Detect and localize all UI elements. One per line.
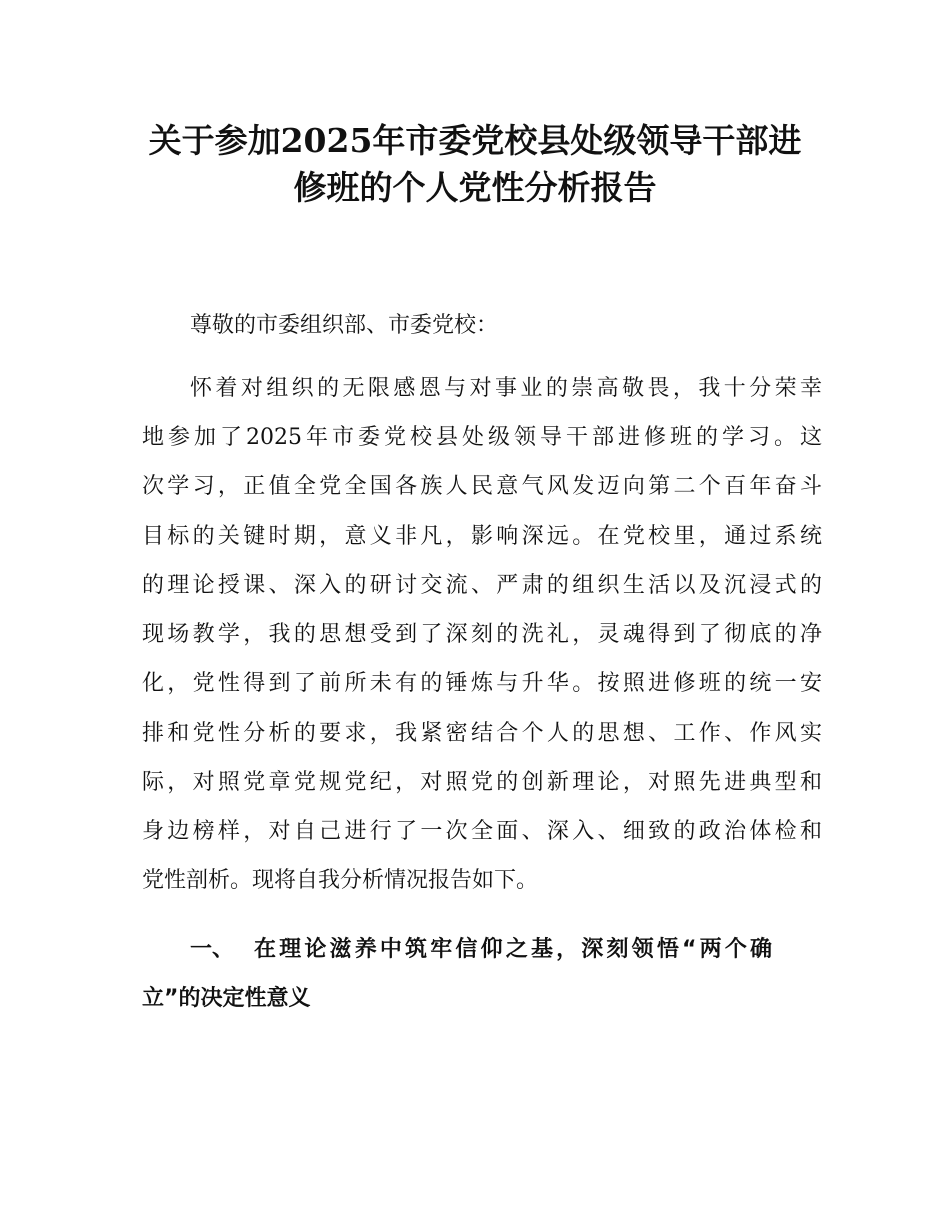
paragraph-line: 际，对照党章党规党纪，对照党的创新理论，对照先进典型和 <box>142 770 822 795</box>
paragraph-line: 化，党性得到了前所未有的锤炼与升华。按照进修班的统一安 <box>142 671 822 696</box>
paragraph-line: 现场教学，我的思想受到了深刻的洗礼，灵魂得到了彻底的净 <box>142 622 822 647</box>
section-heading-line-2: 立”的决定性意义 <box>142 986 311 1011</box>
paragraph-line: 的理论授课、深入的研讨交流、严肃的组织生活以及沉浸式的 <box>142 573 822 598</box>
document-title-line-2: 修班的个人党性分析报告 <box>293 168 657 207</box>
salutation: 尊敬的市委组织部、市委党校： <box>190 313 499 338</box>
paragraph-line: 次学习，正值全党全国各族人民意气风发迈向第二个百年奋斗 <box>142 474 822 499</box>
paragraph-line: 排和党性分析的要求，我紧密结合个人的思想、工作、作风实 <box>142 721 822 746</box>
paragraph-line: 身边榜样，对自己进行了一次全面、深入、细致的政治体检和 <box>142 819 822 844</box>
paragraph-line: 党性剖析。现将自我分析情况报告如下。 <box>142 868 539 893</box>
paragraph-line: 怀着对组织的无限感恩与对事业的崇高敬畏，我十分荣幸 <box>190 376 822 401</box>
document-title-line-1: 关于参加2025年市委党校县处级领导干部进 <box>148 121 802 160</box>
section-heading-line-1: 在理论滋养中筑牢信仰之基，深刻领悟“两个确 <box>254 937 772 962</box>
section-number: 一、 <box>190 937 235 962</box>
paragraph-line: 目标的关键时期，意义非凡，影响深远。在党校里，通过系统 <box>142 524 822 549</box>
paragraph-line: 地参加了2025年市委党校县处级领导干部进修班的学习。这 <box>142 425 822 450</box>
